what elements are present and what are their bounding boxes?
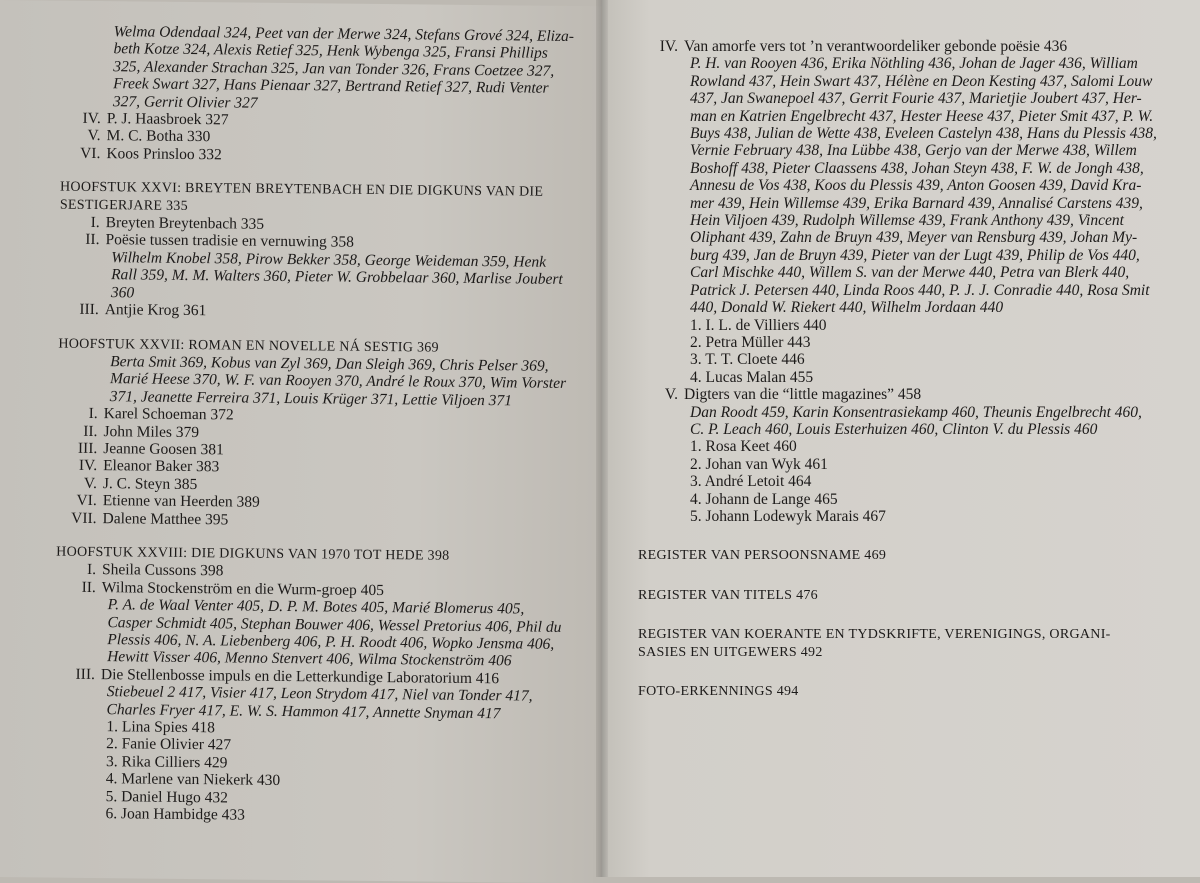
section-numeral: VII.: [71, 509, 97, 527]
author-list-line: Berta Smit 369, Kobus van Zyl 369, Dan Sleigh 369, Chris Pelser 369,: [110, 353, 549, 375]
spacer: [638, 525, 1180, 547]
author-list-line: Hein Viljoen 439, Rudolph Willemse 439, Frank Anthony 439, Vincent: [690, 212, 1124, 230]
entry-title: M. C. Botha 330: [106, 127, 211, 146]
author-list-line: Hewitt Visser 406, Menno Stenvert 406, Wilma Stockenström 406: [107, 648, 512, 670]
author-list-line: 437, Jan Swanepoel 437, Gerrit Fourie 437, Marietjie Joubert 437, Her-: [690, 90, 1142, 108]
author-list-line: Boshoff 438, Pieter Claassens 438, Johan Steyn 438, F. W. de Jongh 438,: [690, 159, 1144, 177]
section-numeral: VI.: [76, 491, 97, 510]
entry-title: Jeanne Goosen 381: [103, 440, 224, 459]
author-list-line: Freek Swart 327, Hans Pienaar 327, Bertrand Retief 327, Rudi Venter: [113, 75, 549, 97]
numbered-entry: 3. André Letoit 464: [690, 473, 812, 491]
author-list-line: beth Kotze 324, Alexis Retief 325, Henk Wybenga 325, Fransi Phillips: [113, 40, 548, 63]
entry-title: Sheila Cussons 398: [101, 561, 224, 580]
author-list-line: 325, Alexander Strachan 325, Jan van Tonder 326, Frans Coetzee 327,: [113, 58, 555, 80]
chapter-heading: REGISTER VAN PERSOONSNAME 469: [638, 548, 887, 564]
author-list-line: Stiebeuel 2 417, Visier 417, Leon Strydom 417, Niel van Tonder 417,: [106, 683, 533, 705]
numbered-entry: 6. Joan Hambidge 433: [105, 805, 246, 824]
chapter-heading: SESTIGERJARE 335: [59, 197, 189, 214]
entry-title: Dalene Matthee 395: [102, 509, 229, 528]
numbered-entry: 2. Petra Müller 443: [690, 333, 811, 351]
spacer: [638, 604, 1180, 626]
entry-title: J. C. Steyn 385: [102, 474, 198, 493]
entry-title: Digters van die “little magazines” 458: [684, 386, 922, 404]
numbered-entry: 1. Lina Spies 418: [106, 718, 215, 737]
author-list-line: Marié Heese 370, W. F. van Rooyen 370, André le Roux 370, Wim Vorster: [109, 370, 567, 393]
entry-title: Breyten Breytenbach 335: [105, 214, 265, 233]
section-numeral: I.: [90, 214, 100, 232]
author-list-line: man en Katrien Engelbrecht 437, Hester Heese 437, Pieter Smit 437, P. W.: [690, 107, 1154, 125]
author-list-line: Casper Schmidt 405, Stephan Bouwer 406, Wessel Pretorius 406, Phil du: [107, 613, 562, 636]
author-list-line: Rall 359, M. M. Walters 360, Pieter W. Grobbelaar 360, Marlise Joubert: [111, 266, 563, 289]
numbered-entry: 3. Rika Cilliers 429: [105, 752, 228, 772]
chapter-heading: HOOFSTUK XXVIII: DIE DIGKUNS VAN 1970 TOT HEDE 398: [56, 544, 450, 564]
section-numeral: V.: [664, 386, 678, 404]
numbered-entry: 5. Johann Lodewyk Marais 467: [690, 507, 886, 525]
author-list-line: Vernie February 438, Ina Lübbe 438, Gerjo van der Merwe 438, Willem: [690, 142, 1137, 160]
entry-title: P. J. Haasbroek 327: [106, 110, 229, 129]
author-list-line: Plessis 406, N. A. Liebenberg 406, P. H. Roodt 406, Wopko Jensma 406,: [107, 631, 555, 653]
section-numeral: V.: [83, 474, 98, 492]
numbered-entry: 5. Daniel Hugo 432: [105, 787, 229, 807]
numbered-entry: 4. Johann de Lange 465: [690, 490, 838, 508]
entry-title: Wilma Stockenström en die Wurm-groep 405: [101, 578, 385, 599]
author-list-line: Dan Roodt 459, Karin Konsentrasiekamp 460, Theunis Engelbrecht 460,: [690, 403, 1142, 421]
entry-title: Etienne van Heerden 389: [102, 492, 260, 511]
toc-entry: [638, 386, 1180, 403]
chapter-heading: REGISTER VAN TITELS 476: [638, 587, 818, 603]
section-numeral: V.: [87, 127, 101, 145]
author-list-line: Welma Odendaal 324, Peet van der Merwe 324, Stefans Grové 324, Eliza-: [113, 23, 575, 46]
numbered-entry: 2. Fanie Olivier 427: [106, 735, 232, 754]
section-numeral: III.: [77, 439, 98, 457]
section-numeral: II.: [83, 422, 98, 440]
section-numeral: IV.: [659, 38, 678, 55]
section-numeral: IV.: [78, 457, 98, 475]
section-numeral: III.: [75, 665, 96, 683]
author-list-line: C. P. Leach 460, Louis Esterhuizen 460, Clinton V. du Plessis 460: [690, 420, 1098, 438]
entry-title: Antjie Krog 361: [104, 301, 207, 320]
entry-title: Poësie tussen tradisie en vernuwing 358: [105, 231, 354, 252]
section-numeral: II.: [85, 231, 100, 249]
section-numeral: IV.: [82, 109, 101, 128]
section-numeral: I.: [88, 405, 98, 423]
author-list-line: Annesu de Vos 438, Koos du Plessis 439, Anton Goosen 439, David Kra-: [690, 177, 1142, 195]
chapter-heading: HOOFSTUK XXVII: ROMAN EN NOVELLE NÁ SESTIG 369: [58, 336, 439, 356]
numbered-entry: 1. Rosa Keet 460: [690, 438, 797, 456]
author-list-line: mer 439, Hein Willemse 439, Erika Barnard 439, Annalisé Carstens 439,: [690, 194, 1143, 212]
chapter-heading: REGISTER VAN KOERANTE EN TYDSKRIFTE, VERENIGINGS, ORGANI-: [638, 627, 1111, 643]
author-list-line: Wilhelm Knobel 358, Pirow Bekker 358, George Weideman 359, Henk: [111, 249, 547, 271]
author-list-line: Oliphant 439, Zahn de Bruyn 439, Meyer van Rensburg 439, Johan My-: [690, 229, 1138, 247]
author-list-line: P. A. de Waal Venter 405, D. P. M. Botes 405, Marié Blomerus 405,: [107, 596, 525, 618]
entry-title: Koos Prinsloo 332: [106, 144, 222, 164]
book-gutter: [596, 0, 608, 877]
author-list-line: Patrick J. Petersen 440, Linda Roos 440, P. J. J. Conradie 440, Rosa Smit: [690, 281, 1150, 299]
spacer: [638, 661, 1180, 683]
chapter-heading: FOTO-ERKENNINGS 494: [638, 684, 799, 699]
chapter-heading: SASIES EN UITGEWERS 492: [638, 644, 823, 660]
entry-title: John Miles 379: [103, 422, 200, 441]
entry-title: Die Stellenbosse impuls en die Letterkundige Laboratorium 416: [100, 665, 500, 688]
spacer: [638, 565, 1180, 587]
numbered-entry: 4. Marlene van Niekerk 430: [105, 770, 281, 790]
author-list-line: 440, Donald W. Riekert 440, Wilhelm Jordaan 440: [690, 299, 1004, 317]
entry-title: Van amorfe vers tot ’n verantwoordeliker gebonde poësie 436: [684, 38, 1068, 55]
right-page: [602, 0, 1200, 877]
numbered-entry: 1. I. L. de Villiers 440: [690, 316, 827, 334]
entry-title: Eleanor Baker 383: [103, 457, 220, 476]
author-list-line: 371, Jeanette Ferreira 371, Louis Krüger 371, Lettie Viljoen 371: [109, 387, 513, 410]
numbered-entry: 4. Lucas Malan 455: [690, 368, 814, 386]
author-list-line: P. H. van Rooyen 436, Erika Nöthling 436, Johan de Jager 436, William: [690, 55, 1138, 73]
author-list-line: 360: [110, 283, 135, 302]
section-numeral: II.: [81, 578, 96, 596]
chapter-heading: HOOFSTUK XXVI: BREYTEN BREYTENBACH EN DIE DIGKUNS VAN DIE: [59, 179, 544, 200]
toc-entry: [638, 38, 1180, 55]
numbered-entry: 2. Johan van Wyk 461: [690, 455, 828, 473]
author-list-line: Buys 438, Julian de Wette 438, Eveleen Castelyn 438, Hans du Plessis 438,: [690, 125, 1157, 143]
section-numeral: I.: [86, 561, 97, 579]
author-list-line: Charles Fryer 417, E. W. S. Hammon 417, Annette Snyman 417: [106, 700, 501, 722]
author-list-line: 327, Gerrit Olivier 327: [112, 92, 258, 112]
entry-title: Karel Schoeman 372: [103, 405, 234, 424]
numbered-entry: 3. T. T. Cloete 446: [690, 351, 805, 369]
author-list-line: burg 439, Jan de Bruyn 439, Pieter van der Lugt 439, Philip de Vos 440,: [690, 246, 1140, 264]
author-list-line: Carl Mischke 440, Willem S. van der Merwe 440, Petra van Blerk 440,: [690, 264, 1130, 282]
section-numeral: III.: [79, 300, 99, 319]
section-numeral: VI.: [80, 144, 101, 162]
author-list-line: Rowland 437, Hein Swart 437, Hélène en Deon Kesting 437, Salomi Louw: [690, 72, 1153, 90]
